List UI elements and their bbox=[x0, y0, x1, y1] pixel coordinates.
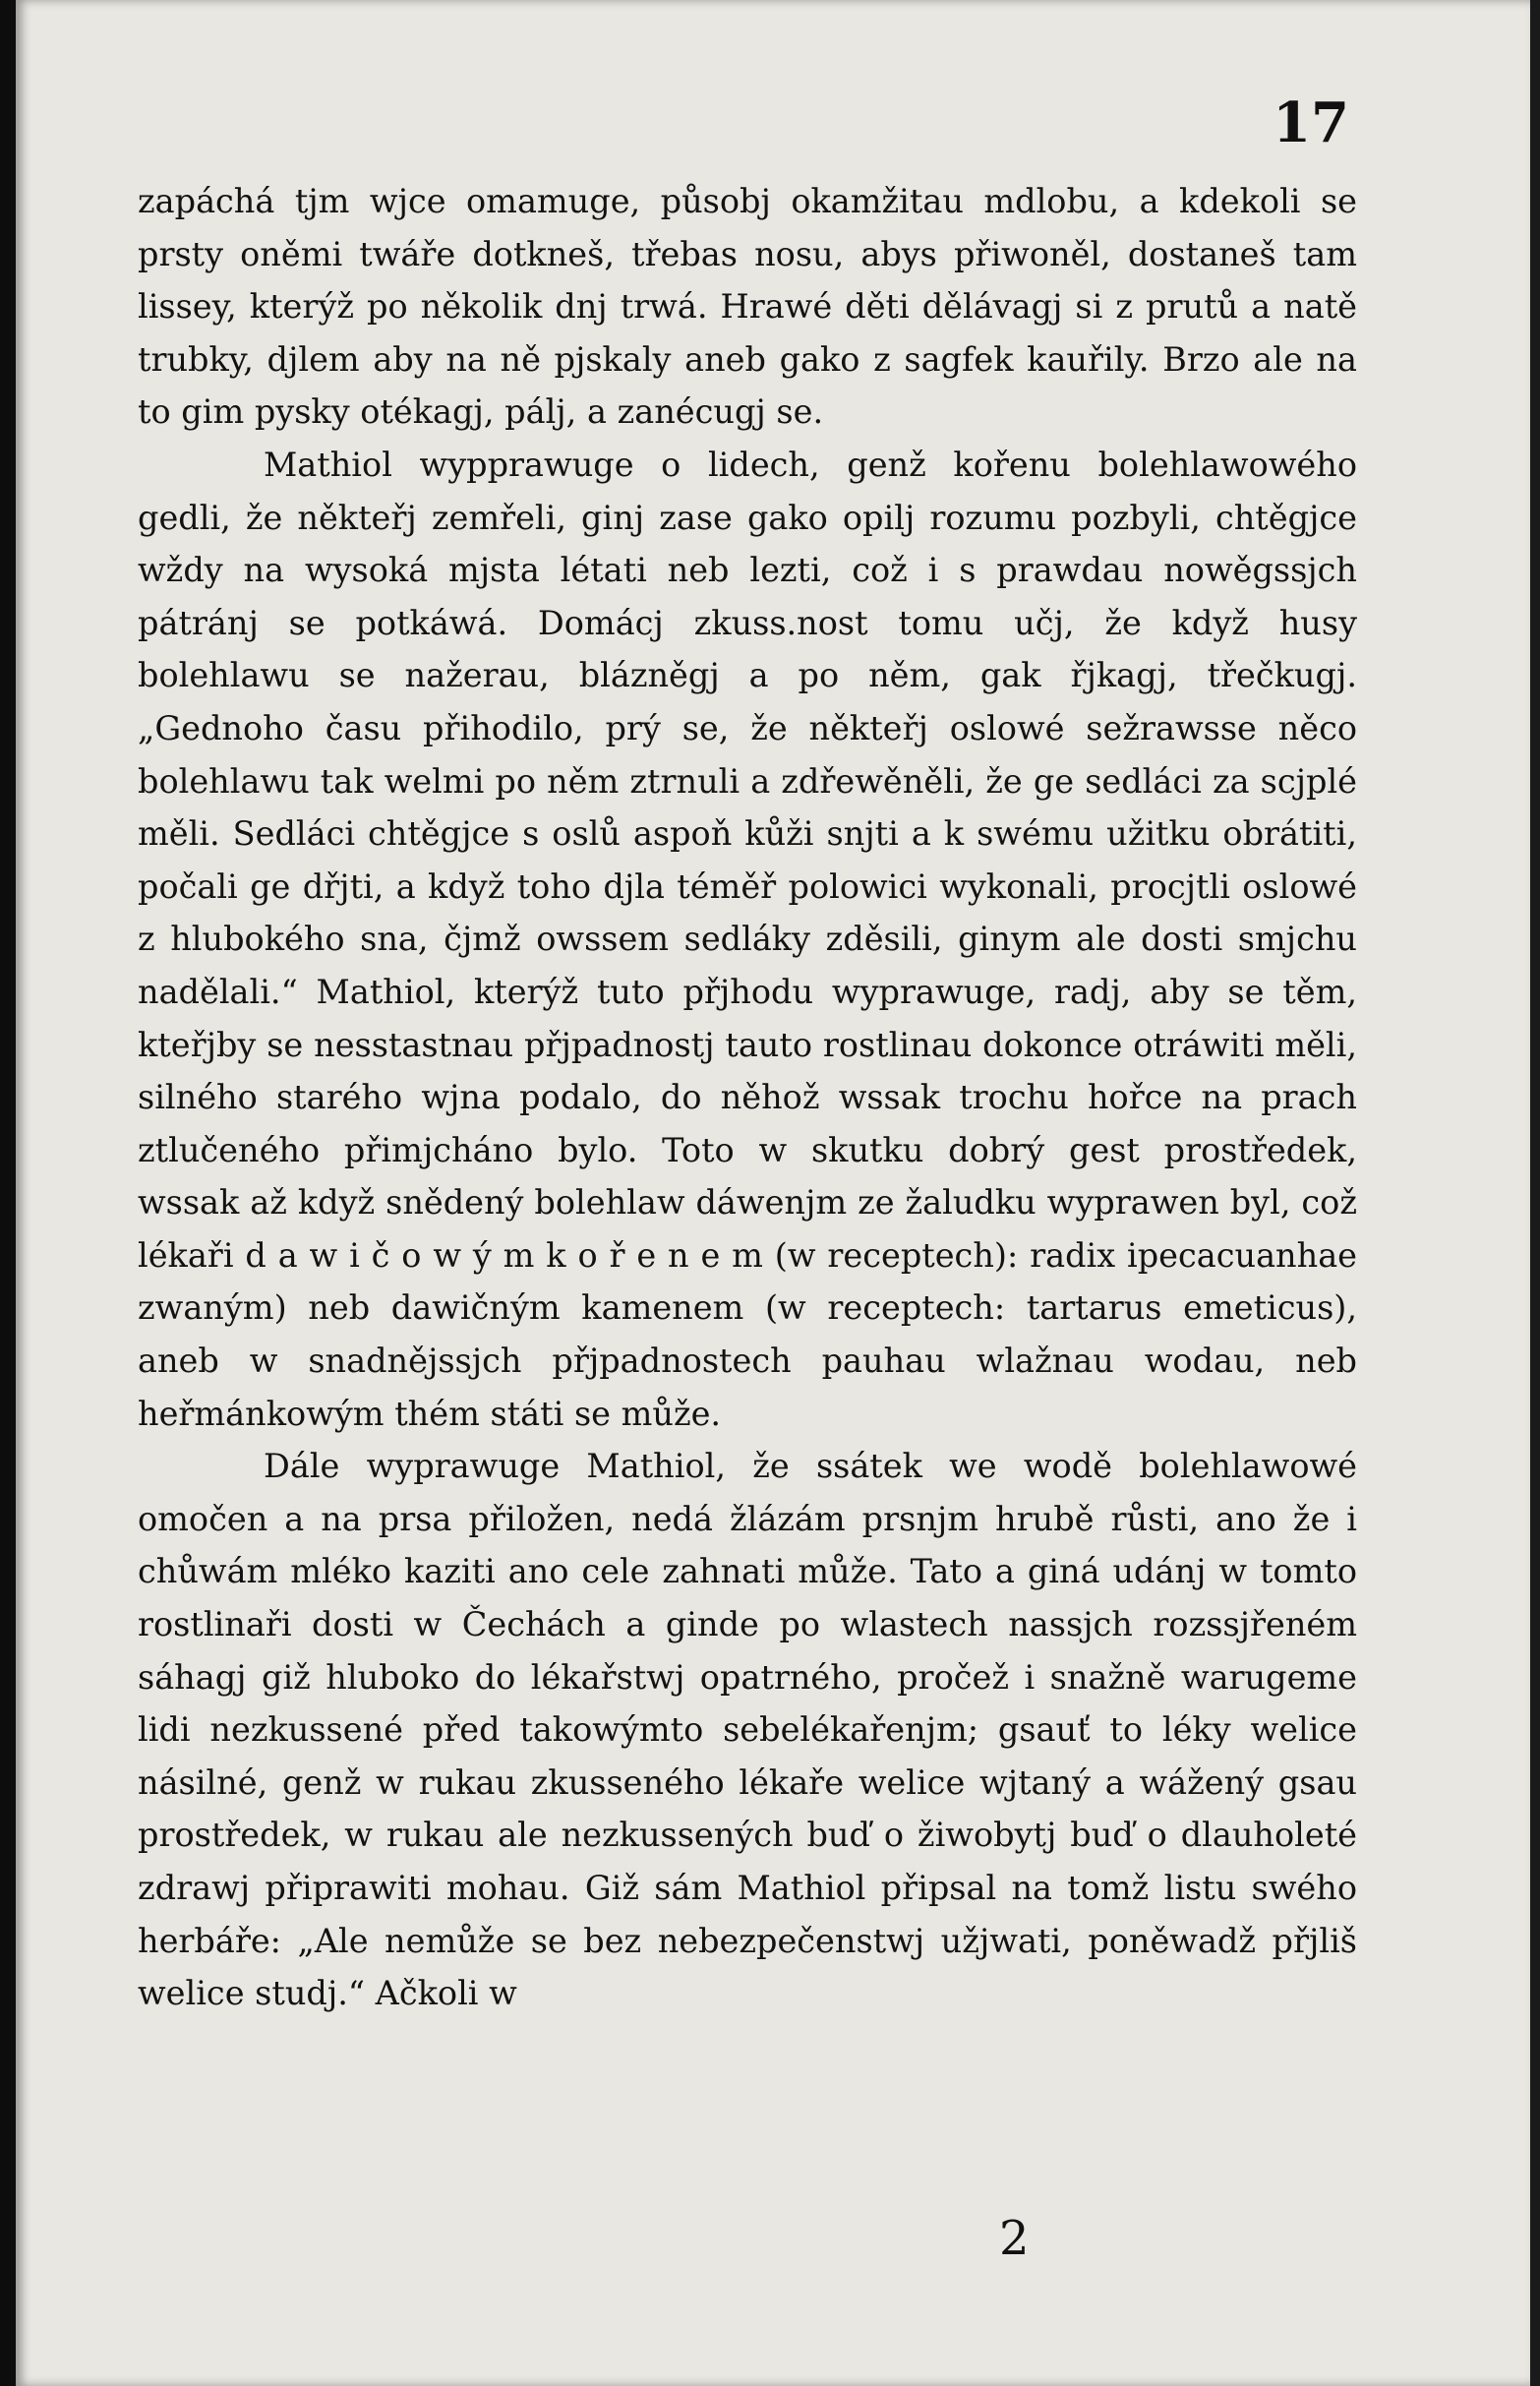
paragraph-2: Mathiol wypprawuge o lidech, genž kořenu bolehlawowého gedli, že někteřj zemřeli, ginj zase gako opilj rozumu pozbyli, chtěgjce wždy na wysoká mjsta létati neb lezti, což i s prawdau nowěgssjch pátránj se potkáwá. Domácj zkuss.nost tomu učj, že když husy bolehlawu se nažerau, blázněgj a po něm, gak řjkagj, třečkugj. „Gednoho času přihodilo, prý se, že někteřj oslowé sežrawsse něco bolehlawu tak welmi po něm ztrnuli a zdřewěněli, že ge sedláci za scjplé měli. Sedláci chtěgjce s oslů aspoň kůži snjti a k swému užitku obrátiti, počali ge dřjti, a když toho djla téměř polowici wykonali, procjtli oslowé z hlubokého sna, čjmž owssem sedláky zděsili, ginym ale dosti smjchu nadělali.“ Mathiol, kterýž tuto přjhodu wyprawuge, radj, aby se těm, kteřjby se nesstastnau přjpadnostj tauto rostlinau dokonce otráwiti měli, silného starého wjna podalo, do něhož wssak trochu hořce na prach ztlučeného přimjcháno bylo. Toto w skutku dobrý gest prostředek, wssak až když snědený bolehlaw dáwenjm ze žaludku wyprawen byl, což lékaři d a w i č o w ý m k o ř e n e m (w receptech): radix ipecacuanhae zwaným) neb dawičným kamenem (w receptech: tartarus emeticus), aneb w snadnějssjch přjpadnostech pauhau wlažnau wodau, neb heřmánkowým thém státi se může. bbox=[138, 445, 1357, 1433]
paragraph-1: zapáchá tjm wjce omamuge, působj okamžitau mdlobu, a kdekoli se prsty oněmi twáře dotkneš, třebas nosu, abys přiwoněl, dostaneš tam lissey, kterýž po několik dnj trwá. Hrawé děti dělávagj si z prutů a natě trubky, djlem aby na ně pjskaly aneb gako z sagfek kauřily. Brzo ale na to gim pysky otékagj, pálj, a zanécugj se. bbox=[138, 182, 1357, 432]
paragraph-3: Dále wyprawuge Mathiol, že ssátek we wodě bolehlawowé omočen a na prsa přiložen, nedá žlázám prsnjm hrubě růsti, ano že i chůwám mléko kaziti ano cele zahnati může. Tato a giná udánj w tomto rostlinaři dosti w Čechách a ginde po wlastech nassjch rozssjřeném sáhagj giž hluboko do lékařstwj opatrného, pročež i snažně warugeme lidi nezkussené před takowýmto sebelékařenjm; gsauť to léky welice násilné, genž w rukau zkusseného lékaře welice wjtaný a wážený gsau prostředek, w rukau ale nezkussených buď o žiwobytj buď o dlauholeté zdrawj připrawiti mohau. Giž sám Mathiol připsal na tomž listu swého herbáře: „Ale nemůže se bez nebezpečenstwj užjwati, poněwadž přjliš welice studj.“ Ačkoli w bbox=[138, 1447, 1357, 2013]
page-number: 17 bbox=[1273, 90, 1349, 155]
page-body bbox=[138, 175, 1357, 2020]
book-page bbox=[16, 0, 1530, 2386]
scan-edge bbox=[0, 0, 16, 2386]
signature-mark: 2 bbox=[999, 2211, 1030, 2266]
